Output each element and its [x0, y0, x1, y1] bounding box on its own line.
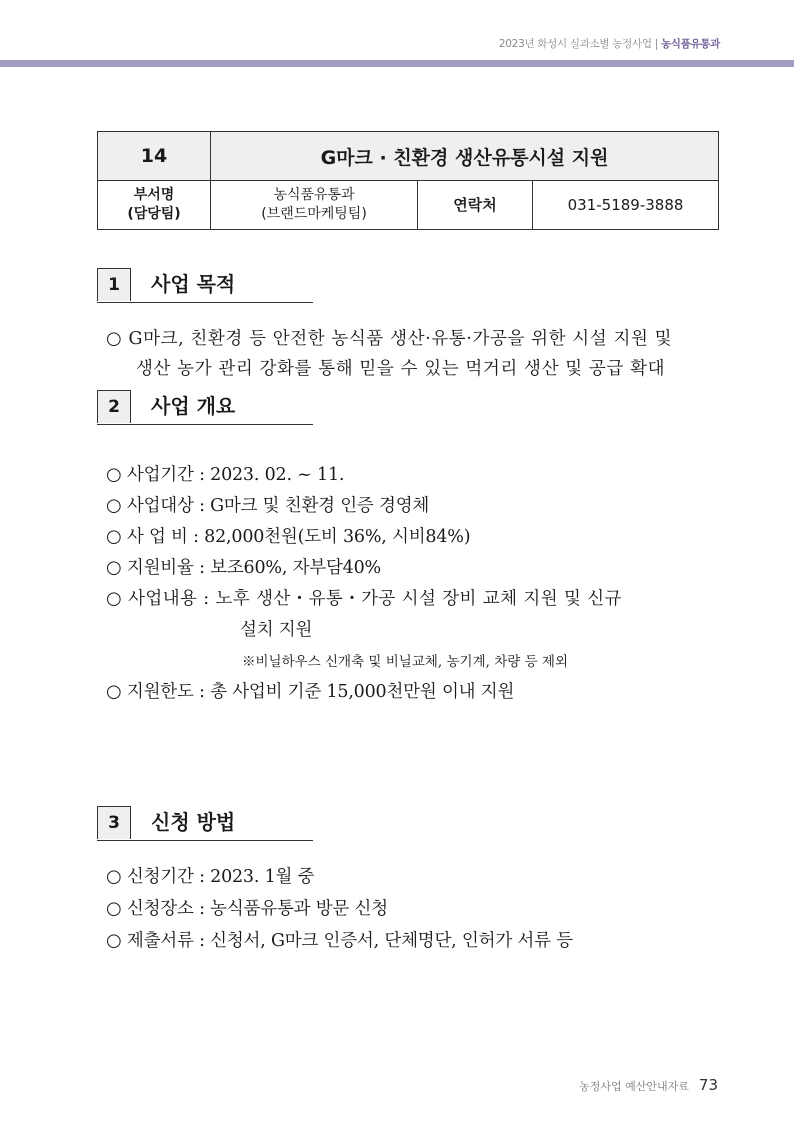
overview-item [106, 461, 344, 486]
apply-text: 신청장소 : 농식품유통과 방문 신청 [126, 899, 388, 919]
overview-item [106, 585, 622, 610]
running-header [499, 36, 720, 51]
dept-value-line2: (브랜드마케팅팀) [261, 206, 367, 222]
overview-text: 사업기간 : 2023. 02. ~ 11. [126, 465, 345, 485]
bullet-circle: ○ [106, 930, 122, 951]
apply-item [106, 895, 388, 920]
apply-item [106, 927, 573, 952]
section-title: 사업 목적 [151, 272, 236, 296]
bullet-circle: ○ [106, 557, 122, 578]
overview-text: 사업내용 : 노후 생산・유통・가공 시설 장비 교체 지원 및 신규 [128, 589, 622, 609]
bullet-circle: ○ [106, 464, 122, 485]
overview-item [106, 678, 514, 703]
section-number: 1 [97, 268, 131, 301]
header-title: 2023년 화성시 실과소별 농정사업 [498, 38, 652, 50]
dept-label [98, 181, 211, 230]
section-heading-overview [97, 390, 313, 425]
section-heading-purpose [97, 268, 313, 303]
page-footer [579, 1076, 718, 1094]
page-number: 73 [698, 1076, 718, 1094]
purpose-line-2 [136, 355, 665, 380]
section-title: 신청 방법 [151, 810, 236, 834]
overview-item [106, 523, 470, 548]
section-number: 3 [97, 806, 131, 839]
bullet-circle: ○ [106, 898, 122, 919]
bullet-circle: ○ [106, 866, 122, 887]
overview-text: 설치 지원 [240, 620, 313, 640]
contact-label: 연락처 [418, 181, 533, 230]
overview-note: ※비닐하우스 신개축 및 비닐교체, 농기계, 차량 등 제외 [242, 654, 568, 670]
contact-value: 031-5189-3888 [533, 181, 719, 230]
header-department: 농식품유통과 [660, 38, 720, 50]
purpose-line-1 [106, 325, 672, 350]
overview-item [106, 554, 381, 579]
dept-label-line2: (담당팀) [127, 206, 181, 222]
purpose-text-2: 생산 농가 관리 강화를 통해 믿을 수 있는 먹거리 생산 및 공급 확대 [136, 359, 666, 379]
overview-text: 사업대상 : G마크 및 친환경 인증 경영체 [126, 496, 430, 516]
program-title: G마크 · 친환경 생산유통시설 지원 [211, 132, 719, 181]
dept-label-line1: 부서명 [133, 187, 175, 203]
footer-label: 농정사업 예산안내자료 [579, 1080, 689, 1093]
overview-item [106, 492, 429, 517]
bullet-circle: ○ [106, 588, 123, 609]
overview-text: 지원비율 : 보조60%, 자부담40% [126, 558, 381, 578]
apply-item [106, 863, 314, 888]
dept-value-line1: 농식품유통과 [273, 187, 355, 203]
section-heading-application [97, 806, 313, 841]
overview-item-continued [240, 616, 312, 641]
program-number: 14 [98, 132, 211, 181]
header-rule [0, 60, 794, 67]
bullet-circle: ○ [106, 681, 122, 702]
bullet-circle: ○ [106, 328, 123, 349]
overview-text: 지원한도 : 총 사업비 기준 15,000천만원 이내 지원 [126, 682, 515, 702]
apply-text: 신청기간 : 2023. 1월 중 [126, 867, 315, 887]
bullet-circle: ○ [106, 495, 122, 516]
purpose-text-1: G마크, 친환경 등 안전한 농식품 생산·유통·가공을 위한 시설 지원 및 [128, 329, 673, 349]
overview-text: 사 업 비 : 82,000천원(도비 36%, 시비84%) [126, 527, 471, 547]
program-info-table [97, 131, 719, 230]
section-title: 사업 개요 [151, 394, 236, 418]
header-separator: | [654, 38, 658, 50]
bullet-circle: ○ [106, 526, 122, 547]
section-number: 2 [97, 390, 131, 423]
apply-text: 제출서류 : 신청서, G마크 인증서, 단체명단, 인허가 서류 등 [126, 931, 573, 951]
dept-value [211, 181, 418, 230]
